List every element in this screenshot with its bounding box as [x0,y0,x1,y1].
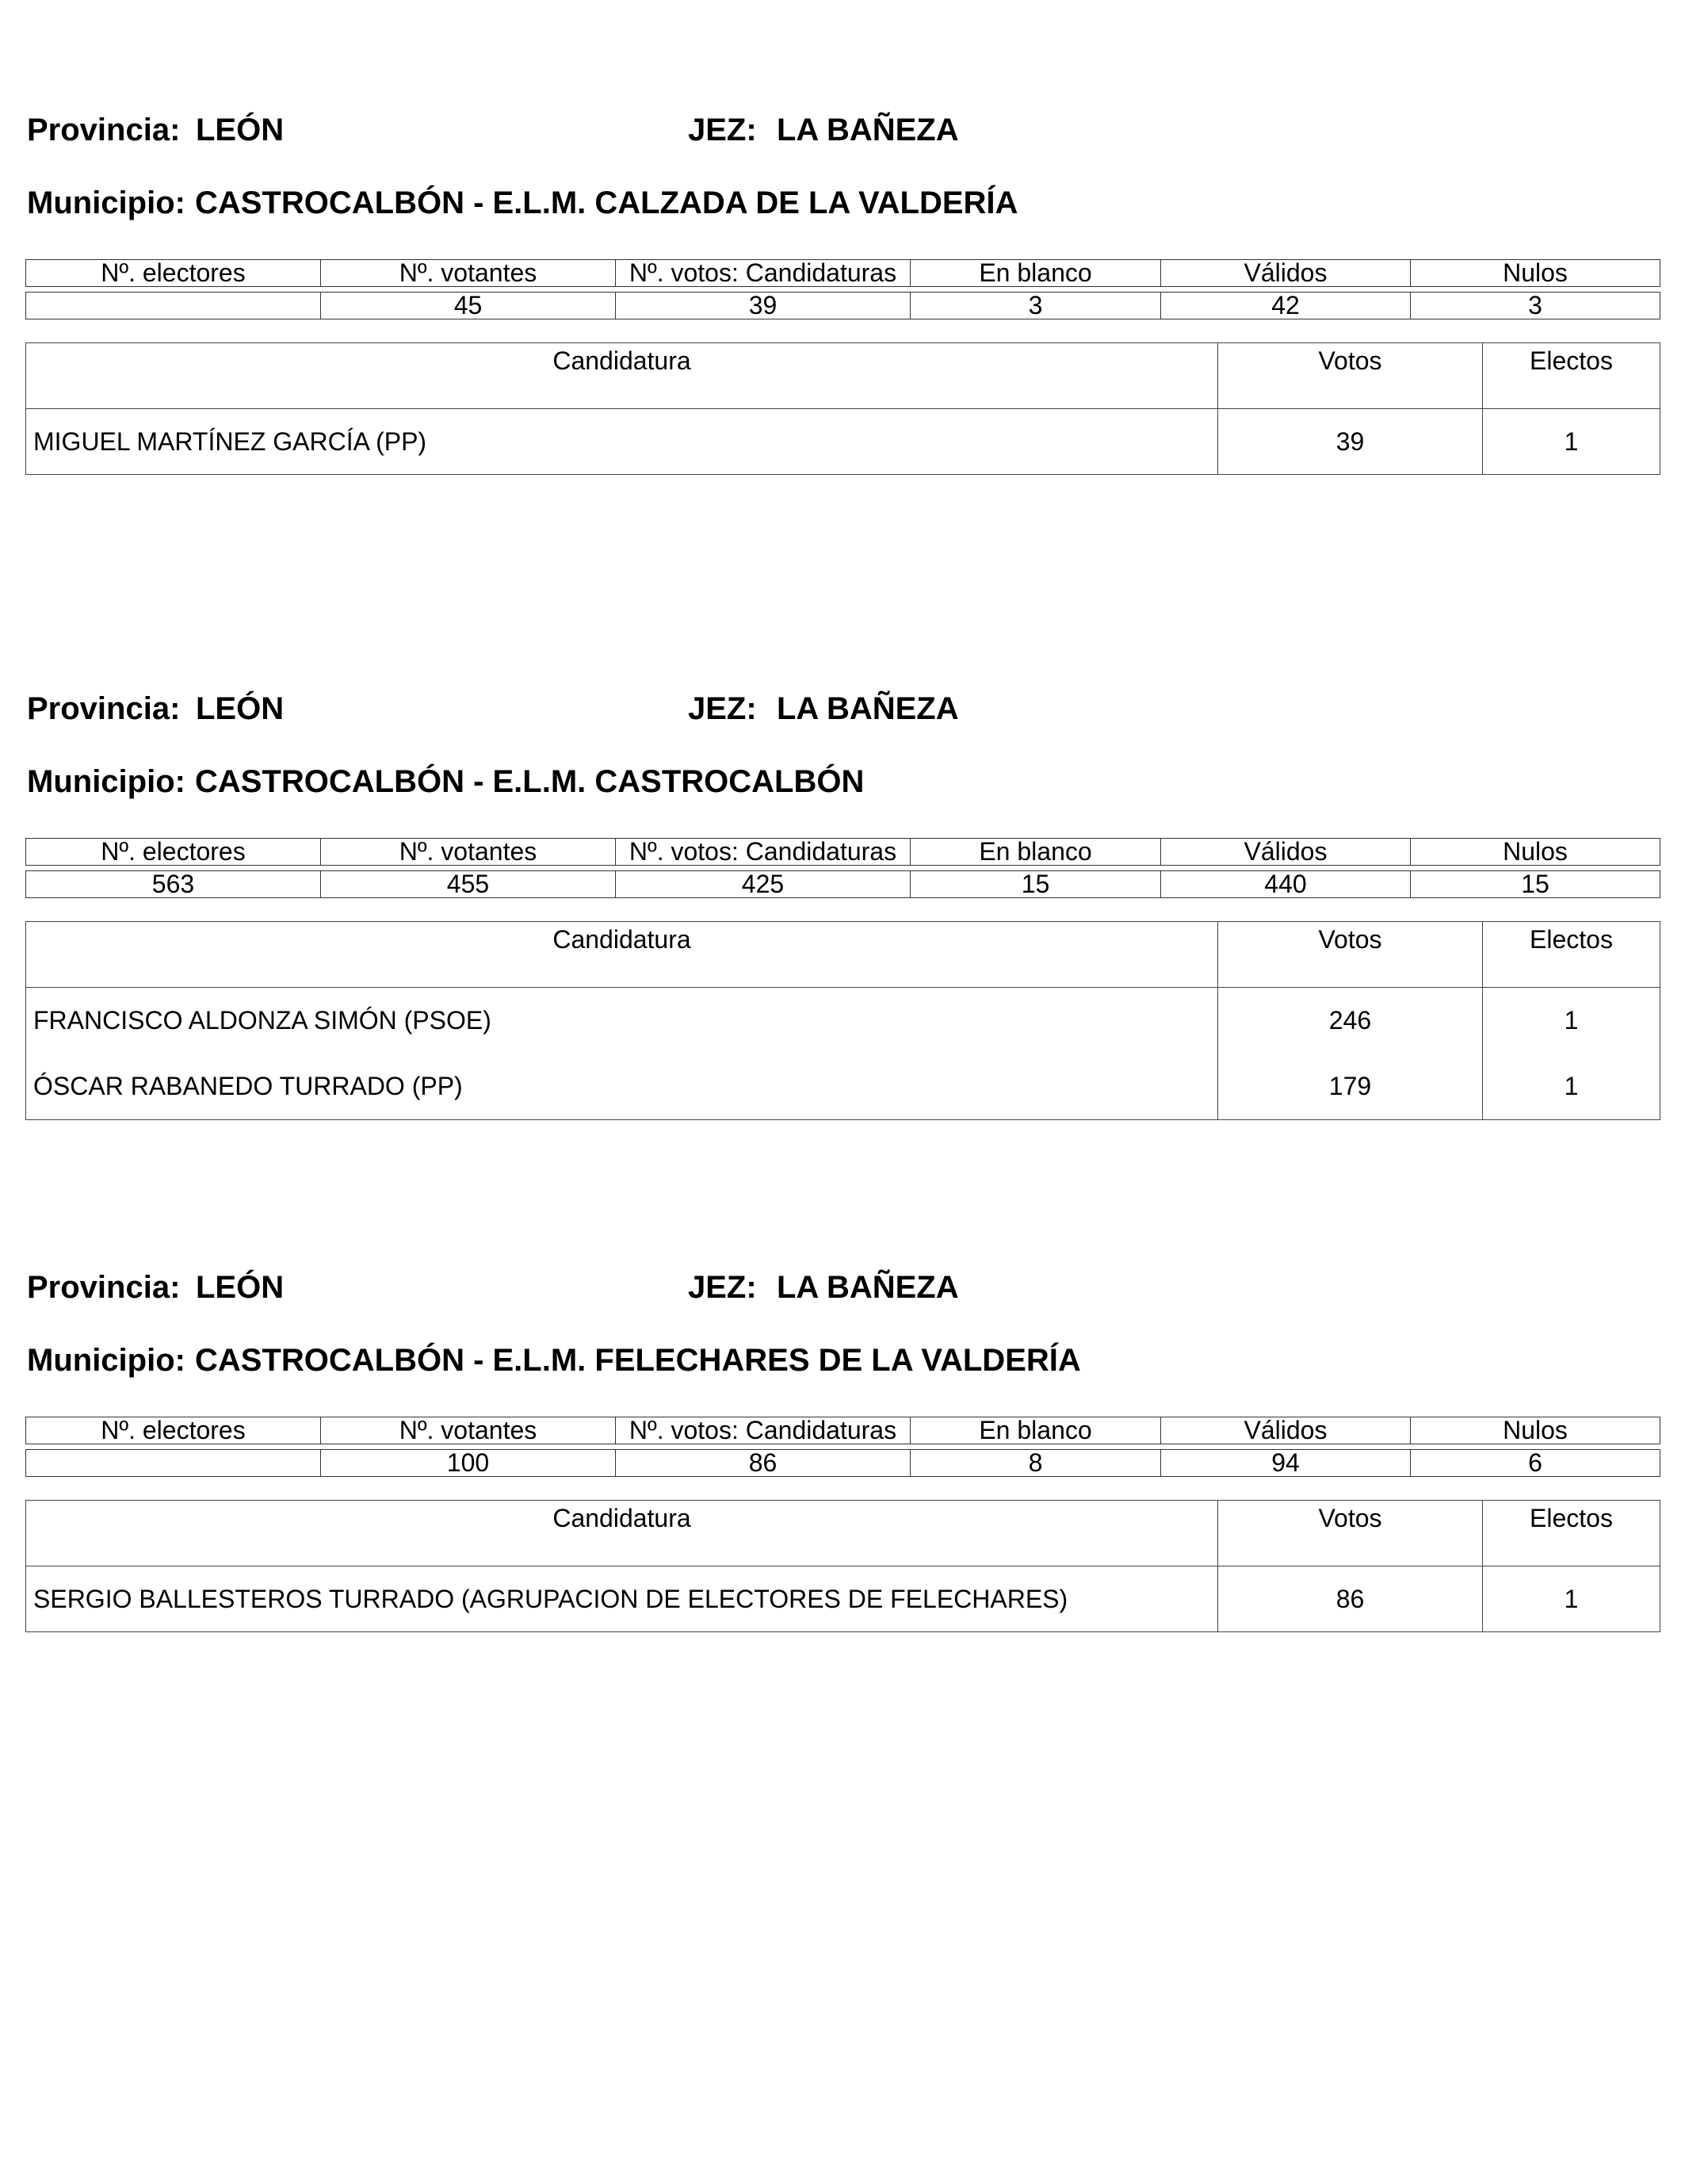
municipio-label: Municipio: [27,1343,185,1378]
electos-header: Electos [1483,922,1660,988]
candidates-table [25,342,1660,475]
candidate-votes: 86 [1218,1566,1483,1632]
candidates-header-row [26,922,1660,988]
stat-value: 86 [616,1450,911,1477]
stat-value: 3 [1411,293,1660,319]
stat-value: 6 [1411,1450,1660,1477]
provincia-value: LEÓN [196,691,285,726]
provincia-label: Provincia: [27,691,181,726]
provincia-value: LEÓN [196,113,285,147]
stat-value: 45 [321,293,616,319]
stat-header: En blanco [911,839,1161,866]
municipio-label: Municipio: [27,186,185,220]
stat-header: Nº. votos: Candidaturas [616,260,911,287]
candidates-header-row [26,1501,1660,1566]
stats-value-row [26,293,1660,319]
stat-value [26,1450,321,1477]
municipio-value: CASTROCALBÓN - E.L.M. CASTROCALBÓN [194,764,865,799]
stats-value-row [26,871,1660,898]
candidate-row [26,1053,1660,1120]
electos-header: Electos [1483,343,1660,409]
stat-value: 15 [1411,871,1660,898]
header-line [25,113,1660,160]
stat-header: Nulos [1411,260,1660,287]
municipio-line [27,186,1018,221]
stats-value-row [26,1450,1660,1477]
stats-table [25,1417,1660,1477]
candidates-table [25,1500,1660,1632]
stat-value: 42 [1161,293,1411,319]
stat-value [26,293,321,319]
candidate-name: SERGIO BALLESTEROS TURRADO (AGRUPACION DE ELECTORES DE FELECHARES) [26,1566,1218,1632]
stat-header: Válidos [1161,839,1411,866]
stat-header: Nº. electores [26,839,321,866]
electos-header: Electos [1483,1501,1660,1566]
candidate-name: MIGUEL MARTÍNEZ GARCÍA (PP) [26,409,1218,475]
stat-header: Nº. votos: Candidaturas [616,839,911,866]
candidate-elected: 1 [1483,1053,1660,1120]
stat-header: Nº. votantes [321,839,616,866]
candidate-votes: 39 [1218,409,1483,475]
stat-header: Nº. votantes [321,1417,616,1444]
candidate-votes: 246 [1218,988,1483,1054]
candidate-row [26,1566,1660,1632]
stats-header-row [26,260,1660,287]
result-block [25,691,1660,1100]
stat-value: 3 [911,293,1161,319]
votos-header: Votos [1218,1501,1483,1566]
provincia-label: Provincia: [27,113,181,147]
stat-header: Nulos [1411,839,1660,866]
stat-value: 8 [911,1450,1161,1477]
stat-value: 100 [321,1450,616,1477]
jez-label: JEZ: [688,113,757,147]
header-line [25,691,1660,739]
candidate-elected: 1 [1483,988,1660,1054]
stat-value: 455 [321,871,616,898]
municipio-label: Municipio: [27,764,185,799]
stat-header: Nulos [1411,1417,1660,1444]
municipio-line [27,764,864,800]
jez-value: LA BAÑEZA [777,113,959,147]
stat-header: Válidos [1161,260,1411,287]
candidate-name: FRANCISCO ALDONZA SIMÓN (PSOE) [26,988,1218,1054]
result-block [25,1270,1660,1613]
stat-value: 15 [911,871,1161,898]
candidate-row [26,988,1660,1054]
candidates-header-row [26,343,1660,409]
header-line [25,1270,1660,1318]
candidate-row [26,409,1660,475]
jez-value: LA BAÑEZA [777,691,959,726]
stat-value: 39 [616,293,911,319]
stat-value: 440 [1161,871,1411,898]
result-block [25,113,1660,456]
votos-header: Votos [1218,343,1483,409]
candidate-votes: 179 [1218,1053,1483,1120]
stat-value: 563 [26,871,321,898]
stat-header: Nº. electores [26,260,321,287]
provincia-label: Provincia: [27,1270,181,1305]
stat-header: Nº. electores [26,1417,321,1444]
stats-header-row [26,839,1660,866]
stat-header: Nº. votantes [321,260,616,287]
candidate-elected: 1 [1483,1566,1660,1632]
candidatura-header: Candidatura [26,922,1218,988]
stat-value: 94 [1161,1450,1411,1477]
candidatura-header: Candidatura [26,1501,1218,1566]
stats-header-row [26,1417,1660,1444]
stat-value: 425 [616,871,911,898]
candidates-table [25,921,1660,1120]
municipio-value: CASTROCALBÓN - E.L.M. CALZADA DE LA VALDERÍA [194,186,1018,220]
votos-header: Votos [1218,922,1483,988]
stat-header: En blanco [911,260,1161,287]
jez-label: JEZ: [688,1270,757,1305]
provincia-value: LEÓN [196,1270,285,1305]
stat-header: Válidos [1161,1417,1411,1444]
stat-header: Nº. votos: Candidaturas [616,1417,911,1444]
candidate-elected: 1 [1483,409,1660,475]
municipio-value: CASTROCALBÓN - E.L.M. FELECHARES DE LA VALDERÍA [194,1343,1081,1378]
stat-header: En blanco [911,1417,1161,1444]
jez-value: LA BAÑEZA [777,1270,959,1305]
municipio-line [27,1343,1081,1379]
jez-label: JEZ: [688,691,757,726]
stats-table [25,838,1660,898]
stats-table [25,259,1660,319]
candidatura-header: Candidatura [26,343,1218,409]
candidate-name: ÓSCAR RABANEDO TURRADO (PP) [26,1053,1218,1120]
